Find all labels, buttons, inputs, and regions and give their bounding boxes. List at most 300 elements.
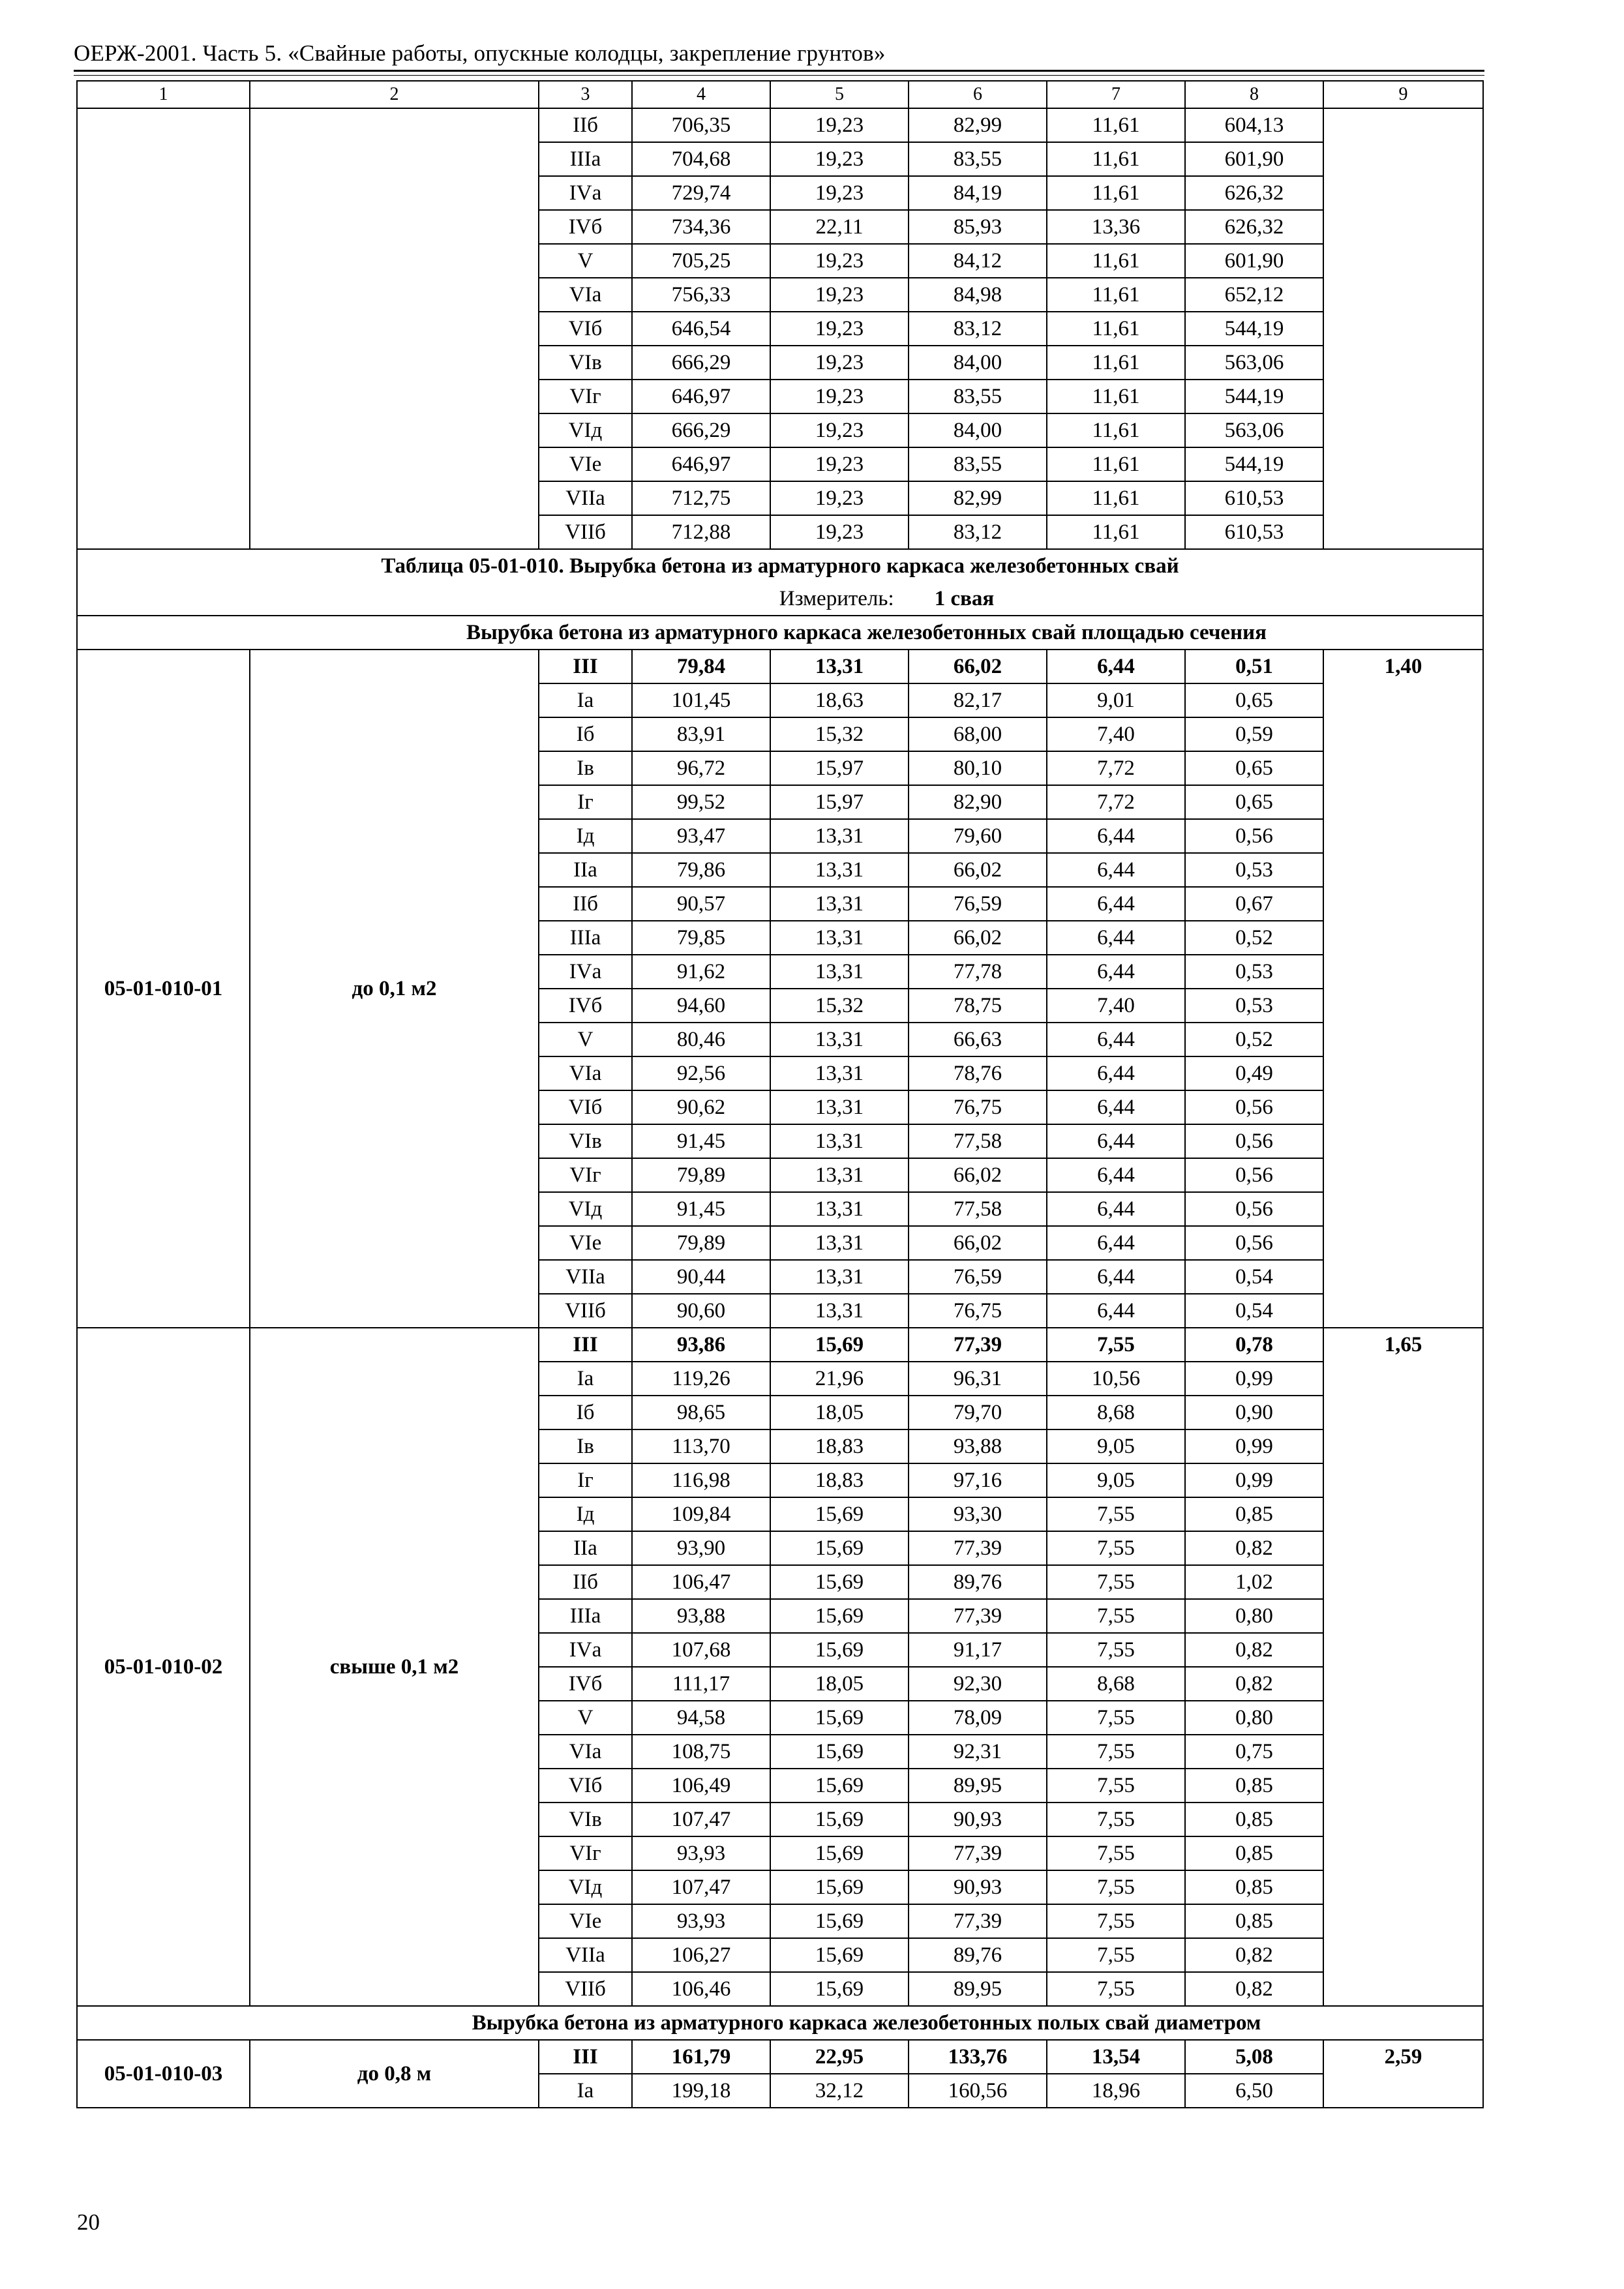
zone-cell: Iг	[539, 785, 632, 819]
zone-cell: VIг	[539, 1836, 632, 1870]
zone-cell: Iг	[539, 1463, 632, 1497]
value-cell: 19,23	[770, 244, 909, 278]
item-name: до 0,1 м2	[250, 650, 539, 1328]
zone-cell: IIа	[539, 1531, 632, 1565]
value-cell: 93,47	[632, 819, 770, 853]
value-cell: 13,31	[770, 1158, 909, 1192]
value-cell: 9,05	[1047, 1429, 1185, 1463]
column-number: 7	[1047, 81, 1185, 108]
value-cell: 97,16	[909, 1463, 1047, 1497]
value-cell: 0,82	[1185, 1531, 1323, 1565]
value-cell: 94,58	[632, 1701, 770, 1735]
value-cell: 76,59	[909, 887, 1047, 921]
value-cell: 15,69	[770, 1972, 909, 2006]
value-cell: 111,17	[632, 1667, 770, 1701]
value-cell: 15,69	[770, 1633, 909, 1667]
zone-cell: V	[539, 1701, 632, 1735]
value-cell: 11,61	[1047, 380, 1185, 413]
value-cell: 13,31	[770, 921, 909, 955]
value-cell: 22,11	[770, 210, 909, 244]
value-cell: 78,09	[909, 1701, 1047, 1735]
zone-cell: VIIа	[539, 481, 632, 515]
value-cell: 7,55	[1047, 1497, 1185, 1531]
value-cell: 6,44	[1047, 1260, 1185, 1294]
value-cell: 91,17	[909, 1633, 1047, 1667]
zone-cell: IVб	[539, 210, 632, 244]
value-cell: 15,69	[770, 1599, 909, 1633]
value-cell: 93,93	[632, 1836, 770, 1870]
value-cell: 0,56	[1185, 1226, 1323, 1260]
zone-cell: IVа	[539, 176, 632, 210]
value-cell: 91,62	[632, 955, 770, 989]
value-cell: 15,69	[770, 1769, 909, 1803]
value-cell: 15,69	[770, 1904, 909, 1938]
value-cell: 92,56	[632, 1056, 770, 1090]
value-cell: 32,12	[770, 2074, 909, 2108]
value-cell: 646,97	[632, 380, 770, 413]
value-cell: 8,68	[1047, 1396, 1185, 1429]
value-cell: 11,61	[1047, 413, 1185, 447]
zone-cell: VIб	[539, 1090, 632, 1124]
value-cell: 89,76	[909, 1938, 1047, 1972]
value-cell: 77,78	[909, 955, 1047, 989]
zone-cell: IIIа	[539, 921, 632, 955]
value-cell: 15,69	[770, 1870, 909, 1904]
zone-cell: Iб	[539, 1396, 632, 1429]
value-cell: 18,05	[770, 1396, 909, 1429]
zone-cell: VIд	[539, 1870, 632, 1904]
value-cell: 18,83	[770, 1429, 909, 1463]
value-cell: 6,44	[1047, 1192, 1185, 1226]
value-cell: 133,76	[909, 2040, 1047, 2074]
value-cell: 7,55	[1047, 1904, 1185, 1938]
coef-cell: 1,65	[1323, 1328, 1483, 2006]
zone-cell: VIе	[539, 447, 632, 481]
column-number: 9	[1323, 81, 1483, 108]
value-cell: 11,61	[1047, 244, 1185, 278]
value-cell: 0,51	[1185, 650, 1323, 683]
value-cell: 19,23	[770, 346, 909, 380]
page-number: 20	[77, 2209, 100, 2235]
value-cell: 0,99	[1185, 1362, 1323, 1396]
zone-cell: VIе	[539, 1904, 632, 1938]
value-cell: 84,19	[909, 176, 1047, 210]
value-cell: 199,18	[632, 2074, 770, 2108]
value-cell: 0,56	[1185, 1124, 1323, 1158]
value-cell: 107,47	[632, 1803, 770, 1836]
value-cell: 0,65	[1185, 785, 1323, 819]
value-cell: 76,75	[909, 1090, 1047, 1124]
zone-cell: III	[539, 650, 632, 683]
value-cell: 82,17	[909, 683, 1047, 717]
value-cell: 108,75	[632, 1735, 770, 1769]
value-cell: 89,76	[909, 1565, 1047, 1599]
value-cell: 7,72	[1047, 751, 1185, 785]
value-cell: 89,95	[909, 1972, 1047, 2006]
value-cell: 80,10	[909, 751, 1047, 785]
value-cell: 0,54	[1185, 1260, 1323, 1294]
value-cell: 84,00	[909, 346, 1047, 380]
zone-cell: IVб	[539, 989, 632, 1023]
value-cell: 77,58	[909, 1124, 1047, 1158]
value-cell: 9,05	[1047, 1463, 1185, 1497]
value-cell: 544,19	[1185, 447, 1323, 481]
value-cell: 21,96	[770, 1362, 909, 1396]
table-row	[77, 616, 1483, 650]
zone-cell: IIIа	[539, 142, 632, 176]
value-cell: 544,19	[1185, 312, 1323, 346]
zone-cell: VIд	[539, 413, 632, 447]
item-name: до 0,8 м	[250, 2040, 539, 2108]
value-cell: 10,56	[1047, 1362, 1185, 1396]
zone-cell: V	[539, 1023, 632, 1056]
value-cell: 13,31	[770, 1260, 909, 1294]
value-cell: 18,63	[770, 683, 909, 717]
meter-row	[77, 582, 1483, 616]
value-cell: 0,56	[1185, 1192, 1323, 1226]
value-cell: 19,23	[770, 278, 909, 312]
value-cell: 93,90	[632, 1531, 770, 1565]
value-cell: 9,01	[1047, 683, 1185, 717]
value-cell: 93,86	[632, 1328, 770, 1362]
value-cell: 0,49	[1185, 1056, 1323, 1090]
value-cell: 604,13	[1185, 108, 1323, 142]
value-cell: 6,44	[1047, 1294, 1185, 1328]
zone-cell: VIг	[539, 1158, 632, 1192]
value-cell: 106,27	[632, 1938, 770, 1972]
value-cell: 13,31	[770, 819, 909, 853]
value-cell: 22,95	[770, 2040, 909, 2074]
value-cell: 11,61	[1047, 447, 1185, 481]
value-cell: 106,46	[632, 1972, 770, 2006]
value-cell: 729,74	[632, 176, 770, 210]
value-cell: 13,31	[770, 887, 909, 921]
value-cell: 77,58	[909, 1192, 1047, 1226]
value-cell: 79,89	[632, 1226, 770, 1260]
table-title: Таблица 05-01-010. Вырубка бетона из арматурного каркаса железобетонных свай	[77, 549, 1483, 582]
zone-cell: Iа	[539, 1362, 632, 1396]
zone-cell: VIб	[539, 1769, 632, 1803]
value-cell: 93,88	[632, 1599, 770, 1633]
value-cell: 6,44	[1047, 650, 1185, 683]
value-cell: 11,61	[1047, 312, 1185, 346]
value-cell: 0,53	[1185, 853, 1323, 887]
value-cell: 83,12	[909, 515, 1047, 549]
value-cell: 77,39	[909, 1836, 1047, 1870]
value-cell: 8,68	[1047, 1667, 1185, 1701]
value-cell: 106,49	[632, 1769, 770, 1803]
section-text: Вырубка бетона из арматурного каркаса железобетонных полых свай диаметром	[472, 2011, 1261, 2035]
value-cell: 83,91	[632, 717, 770, 751]
value-cell: 6,44	[1047, 1124, 1185, 1158]
value-cell: 161,79	[632, 2040, 770, 2074]
value-cell: 652,12	[1185, 278, 1323, 312]
value-cell: 77,39	[909, 1599, 1047, 1633]
value-cell: 0,85	[1185, 1870, 1323, 1904]
value-cell: 646,97	[632, 447, 770, 481]
value-cell: 15,32	[770, 989, 909, 1023]
value-cell: 91,45	[632, 1124, 770, 1158]
value-cell: 89,95	[909, 1769, 1047, 1803]
value-cell: 13,31	[770, 1090, 909, 1124]
value-cell: 0,90	[1185, 1396, 1323, 1429]
zone-cell: VIв	[539, 346, 632, 380]
item-code: 05-01-010-03	[77, 2040, 250, 2108]
value-cell: 6,44	[1047, 1158, 1185, 1192]
value-cell: 6,44	[1047, 1023, 1185, 1056]
table-row	[77, 549, 1483, 582]
item-name: свыше 0,1 м2	[250, 1328, 539, 2006]
value-cell: 13,31	[770, 1124, 909, 1158]
zone-cell: VIа	[539, 278, 632, 312]
value-cell: 19,23	[770, 380, 909, 413]
value-cell: 6,50	[1185, 2074, 1323, 2108]
value-cell: 66,63	[909, 1023, 1047, 1056]
zone-cell: VIIб	[539, 1972, 632, 2006]
zone-cell: Iа	[539, 2074, 632, 2108]
value-cell: 0,53	[1185, 989, 1323, 1023]
value-cell: 11,61	[1047, 108, 1185, 142]
value-cell: 601,90	[1185, 244, 1323, 278]
value-cell: 0,99	[1185, 1429, 1323, 1463]
value-cell: 90,57	[632, 887, 770, 921]
value-cell: 66,02	[909, 921, 1047, 955]
value-cell: 90,44	[632, 1260, 770, 1294]
value-cell: 82,99	[909, 108, 1047, 142]
column-number: 8	[1185, 81, 1323, 108]
value-cell: 563,06	[1185, 346, 1323, 380]
value-cell: 0,85	[1185, 1769, 1323, 1803]
zone-cell: Iв	[539, 751, 632, 785]
value-cell: 7,55	[1047, 1836, 1185, 1870]
zone-cell: VIIа	[539, 1260, 632, 1294]
value-cell: 13,31	[770, 1056, 909, 1090]
table-row	[77, 81, 1483, 108]
zone-cell: IIа	[539, 853, 632, 887]
zone-cell: Iа	[539, 683, 632, 717]
value-cell: 76,75	[909, 1294, 1047, 1328]
coef-cell	[1323, 108, 1483, 549]
item-code: 05-01-010-02	[77, 1328, 250, 2006]
item-code: 05-01-010-01	[77, 650, 250, 1328]
value-cell: 11,61	[1047, 481, 1185, 515]
section-heading	[77, 616, 1483, 650]
header-rule	[74, 70, 1484, 72]
value-cell: 19,23	[770, 447, 909, 481]
meter-label: Измеритель:	[779, 587, 894, 610]
value-cell: 0,99	[1185, 1463, 1323, 1497]
value-cell: 13,31	[770, 1294, 909, 1328]
zone-cell: III	[539, 1328, 632, 1362]
value-cell: 7,55	[1047, 1870, 1185, 1904]
value-cell: 90,93	[909, 1803, 1047, 1836]
value-cell: 96,72	[632, 751, 770, 785]
value-cell: 91,45	[632, 1192, 770, 1226]
value-cell: 7,55	[1047, 1531, 1185, 1565]
value-cell: 15,32	[770, 717, 909, 751]
value-cell: 7,55	[1047, 1938, 1185, 1972]
value-cell: 0,53	[1185, 955, 1323, 989]
zone-cell: VIг	[539, 380, 632, 413]
value-cell: 15,69	[770, 1701, 909, 1735]
zone-cell: IIIа	[539, 1599, 632, 1633]
column-number: 5	[770, 81, 909, 108]
value-cell: 13,31	[770, 853, 909, 887]
value-cell: 610,53	[1185, 515, 1323, 549]
value-cell: 79,85	[632, 921, 770, 955]
value-cell: 68,00	[909, 717, 1047, 751]
value-cell: 90,93	[909, 1870, 1047, 1904]
value-cell: 7,40	[1047, 989, 1185, 1023]
value-cell: 7,55	[1047, 1701, 1185, 1735]
value-cell: 116,98	[632, 1463, 770, 1497]
value-cell: 18,05	[770, 1667, 909, 1701]
value-cell: 107,47	[632, 1870, 770, 1904]
value-cell: 92,30	[909, 1667, 1047, 1701]
value-cell: 0,80	[1185, 1701, 1323, 1735]
value-cell: 0,85	[1185, 1497, 1323, 1531]
value-cell: 1,02	[1185, 1565, 1323, 1599]
zone-cell: V	[539, 244, 632, 278]
value-cell: 706,35	[632, 108, 770, 142]
zone-cell: VIб	[539, 312, 632, 346]
value-cell: 610,53	[1185, 481, 1323, 515]
zone-cell: VIв	[539, 1803, 632, 1836]
value-cell: 666,29	[632, 346, 770, 380]
value-cell: 11,61	[1047, 176, 1185, 210]
value-cell: 82,90	[909, 785, 1047, 819]
coef-cell: 2,59	[1323, 2040, 1483, 2108]
table-row	[77, 2006, 1483, 2040]
value-cell: 5,08	[1185, 2040, 1323, 2074]
page-header: ОЕРЖ-2001. Часть 5. «Свайные работы, опускные колодцы, закрепление грунтов»	[74, 40, 886, 66]
value-cell: 544,19	[1185, 380, 1323, 413]
value-cell: 101,45	[632, 683, 770, 717]
value-cell: 734,36	[632, 210, 770, 244]
value-cell: 160,56	[909, 2074, 1047, 2108]
value-cell: 19,23	[770, 413, 909, 447]
value-cell: 92,31	[909, 1735, 1047, 1769]
value-cell: 626,32	[1185, 210, 1323, 244]
value-cell: 77,39	[909, 1531, 1047, 1565]
table-row	[77, 2040, 1483, 2074]
value-cell: 712,75	[632, 481, 770, 515]
value-cell: 7,55	[1047, 1972, 1185, 2006]
value-cell: 85,93	[909, 210, 1047, 244]
value-cell: 96,31	[909, 1362, 1047, 1396]
value-cell: 106,47	[632, 1565, 770, 1599]
value-cell: 83,55	[909, 380, 1047, 413]
zone-cell: Iд	[539, 819, 632, 853]
value-cell: 7,72	[1047, 785, 1185, 819]
zone-cell: Iд	[539, 1497, 632, 1531]
value-cell: 90,62	[632, 1090, 770, 1124]
value-cell: 0,65	[1185, 683, 1323, 717]
value-cell: 78,75	[909, 989, 1047, 1023]
value-cell: 7,40	[1047, 717, 1185, 751]
section-text: Вырубка бетона из арматурного каркаса железобетонных свай площадью сечения	[466, 621, 1267, 644]
value-cell: 626,32	[1185, 176, 1323, 210]
value-cell: 646,54	[632, 312, 770, 346]
value-cell: 7,55	[1047, 1769, 1185, 1803]
zone-cell: IVб	[539, 1667, 632, 1701]
name-cell	[250, 108, 539, 549]
value-cell: 79,86	[632, 853, 770, 887]
zone-cell: VIIб	[539, 515, 632, 549]
table-row	[77, 582, 1483, 616]
value-cell: 7,55	[1047, 1735, 1185, 1769]
value-cell: 79,60	[909, 819, 1047, 853]
zone-cell: IVа	[539, 955, 632, 989]
value-cell: 76,59	[909, 1260, 1047, 1294]
value-cell: 563,06	[1185, 413, 1323, 447]
value-cell: 66,02	[909, 1158, 1047, 1192]
value-cell: 13,36	[1047, 210, 1185, 244]
value-cell: 79,89	[632, 1158, 770, 1192]
value-cell: 93,93	[632, 1904, 770, 1938]
value-cell: 19,23	[770, 515, 909, 549]
value-cell: 13,31	[770, 1023, 909, 1056]
value-cell: 7,55	[1047, 1565, 1185, 1599]
value-cell: 6,44	[1047, 955, 1185, 989]
value-cell: 0,56	[1185, 1090, 1323, 1124]
value-cell: 7,55	[1047, 1328, 1185, 1362]
zone-cell: VIа	[539, 1056, 632, 1090]
value-cell: 119,26	[632, 1362, 770, 1396]
value-cell: 99,52	[632, 785, 770, 819]
value-cell: 66,02	[909, 650, 1047, 683]
value-cell: 13,31	[770, 650, 909, 683]
value-cell: 0,52	[1185, 1023, 1323, 1056]
value-cell: 15,69	[770, 1565, 909, 1599]
value-cell: 83,55	[909, 142, 1047, 176]
value-cell: 0,82	[1185, 1633, 1323, 1667]
value-cell: 6,44	[1047, 887, 1185, 921]
value-cell: 6,44	[1047, 1226, 1185, 1260]
value-cell: 704,68	[632, 142, 770, 176]
value-cell: 13,31	[770, 1226, 909, 1260]
value-cell: 7,55	[1047, 1633, 1185, 1667]
value-cell: 19,23	[770, 176, 909, 210]
value-cell: 11,61	[1047, 346, 1185, 380]
value-cell: 19,23	[770, 481, 909, 515]
value-cell: 0,82	[1185, 1667, 1323, 1701]
code-cell	[77, 108, 250, 549]
value-cell: 13,31	[770, 1192, 909, 1226]
zone-cell: IIб	[539, 1565, 632, 1599]
value-cell: 77,39	[909, 1904, 1047, 1938]
zone-cell: VIе	[539, 1226, 632, 1260]
value-cell: 18,96	[1047, 2074, 1185, 2108]
value-cell: 13,31	[770, 955, 909, 989]
value-cell: 78,76	[909, 1056, 1047, 1090]
value-cell: 90,60	[632, 1294, 770, 1328]
value-cell: 15,69	[770, 1836, 909, 1870]
value-cell: 18,83	[770, 1463, 909, 1497]
value-cell: 80,46	[632, 1023, 770, 1056]
value-cell: 98,65	[632, 1396, 770, 1429]
column-number: 2	[250, 81, 539, 108]
zone-cell: VIв	[539, 1124, 632, 1158]
value-cell: 11,61	[1047, 278, 1185, 312]
value-cell: 83,55	[909, 447, 1047, 481]
value-cell: 0,75	[1185, 1735, 1323, 1769]
zone-cell: Iб	[539, 717, 632, 751]
value-cell: 113,70	[632, 1429, 770, 1463]
value-cell: 15,69	[770, 1328, 909, 1362]
value-cell: 15,97	[770, 751, 909, 785]
meter-value: 1 свая	[934, 587, 995, 610]
